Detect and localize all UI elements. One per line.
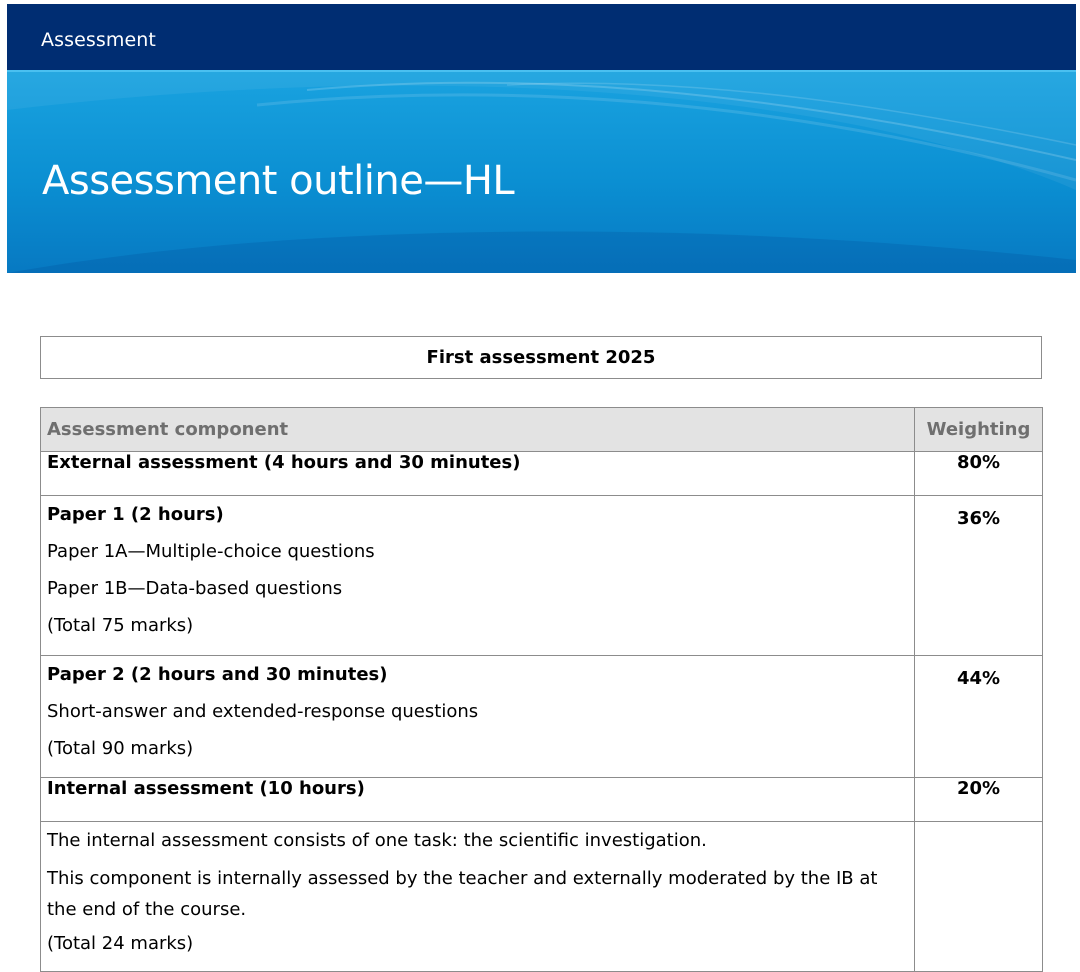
internal-assessment-label: Internal assessment (10 hours): [41, 778, 915, 822]
table-row: [41, 656, 1043, 778]
paper2-title: Paper 2 (2 hours and 30 minutes): [47, 664, 388, 685]
paper2-weight-cell: [915, 656, 1043, 778]
internal-desc-weight-cell: [915, 822, 1043, 972]
top-bar: [7, 4, 1076, 70]
section-label: Assessment: [41, 29, 156, 51]
first-assessment-banner: First assessment 2025: [40, 336, 1042, 379]
external-assessment-weight: 80%: [915, 452, 1043, 496]
paper2-line1: Short-answer and extended-response questions: [47, 701, 479, 722]
internal-desc-total: (Total 24 marks): [47, 933, 194, 954]
paper1-line2: Paper 1B—Data-based questions: [47, 578, 343, 599]
paper2-total: (Total 90 marks): [47, 738, 194, 759]
table-row: [41, 822, 1043, 972]
table-row: [41, 496, 1043, 656]
paper1-cell: [41, 496, 915, 656]
external-assessment-label: External assessment (4 hours and 30 minutes): [41, 452, 915, 496]
paper1-line1: Paper 1A—Multiple-choice questions: [47, 541, 375, 562]
paper2-weight: 44%: [956, 668, 1001, 689]
header-component: Assessment component: [41, 408, 915, 452]
table-row: [41, 778, 1043, 822]
hero-banner: [7, 70, 1076, 273]
assessment-outline-table: [40, 407, 1043, 972]
paper1-weight: 36%: [956, 508, 1001, 529]
paper1-weight-cell: [915, 496, 1043, 656]
header-weighting: Weighting: [915, 408, 1043, 452]
internal-desc-cell: [41, 822, 915, 972]
table-row: [41, 452, 1043, 496]
internal-desc-line1: The internal assessment consists of one task: the scientific investigation.: [47, 830, 707, 851]
paper2-cell: [41, 656, 915, 778]
internal-desc-line2: This component is internally assessed by the teacher and externally moderated by the IB at the end of the course.: [47, 868, 878, 920]
table-header-row: [41, 408, 1043, 452]
internal-assessment-weight: 20%: [915, 778, 1043, 822]
page-title: Assessment outline—HL: [42, 158, 515, 204]
paper1-total: (Total 75 marks): [47, 615, 194, 636]
paper1-title: Paper 1 (2 hours): [47, 504, 224, 525]
